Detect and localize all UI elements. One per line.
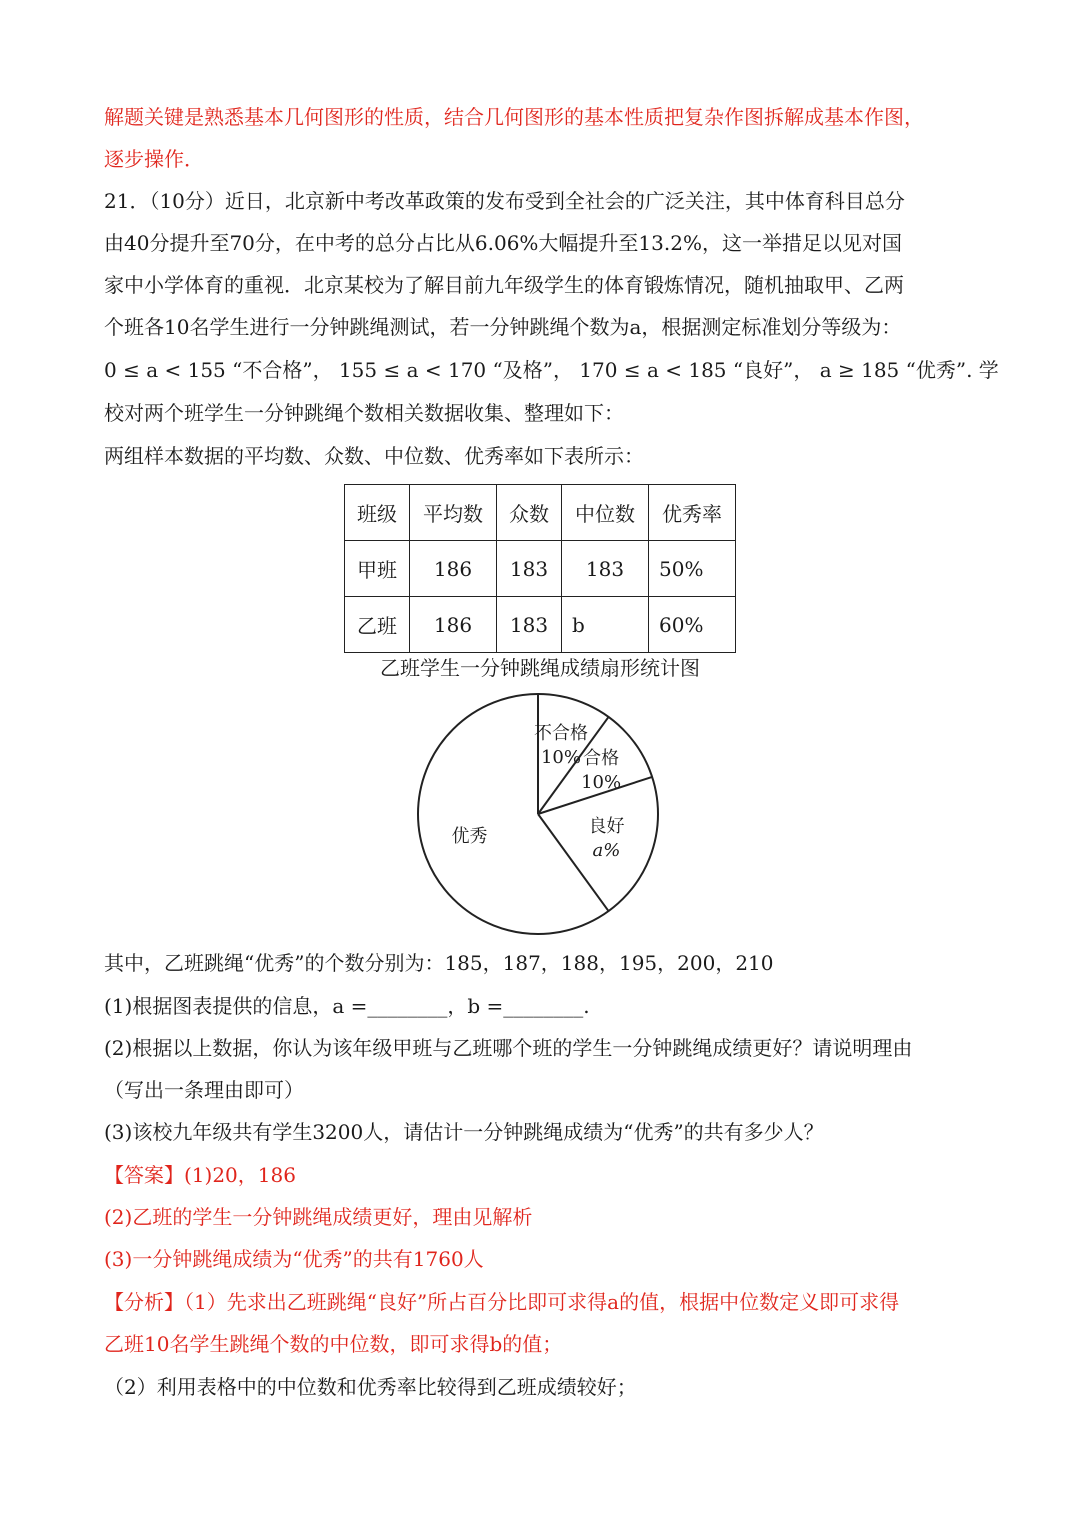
pie-slice-label: 优秀 (451, 826, 488, 848)
intro-line-2: 逐步操作． (104, 147, 204, 171)
pie-slice-value: 10% (540, 747, 581, 769)
answer-line-1: 【答案】(1)20，186 (104, 1163, 296, 1187)
pie-chart (400, 690, 680, 950)
subquestion-1: (1)根据图表提供的信息，a =________，b =________. (104, 994, 590, 1018)
question-line-1: 21．（10分）近日，北京新中考改革政策的发布受到全社会的广泛关注，其中体育科目总分 (104, 189, 905, 213)
table-cell: 183 (497, 541, 562, 597)
pie-slice-label: 不合格 (533, 723, 588, 745)
table-cell: 183 (562, 541, 649, 597)
pie-slice-label: 良好 (588, 816, 625, 838)
analysis-line-1: 【分析】（1）先求出乙班跳绳“良好”所占百分比即可求得a的值，根据中位数定义即可求得 (104, 1290, 900, 1314)
table-header-cell: 平均数 (410, 485, 497, 541)
table-cell: 186 (410, 597, 497, 653)
analysis-line-2: 乙班10名学生跳绳个数的中位数，即可求得b的值； (104, 1332, 563, 1356)
question-line-6: 校对两个班学生一分钟跳绳个数相关数据收集、整理如下： (104, 401, 624, 425)
analysis-line-3: （2）利用表格中的中位数和优秀率比较得到乙班成绩较好； (104, 1375, 637, 1399)
question-line-5: 0 ≤ a < 155 “不合格”， 155 ≤ a < 170 “及格”， 170 ≤ a < 185 “良好”， a ≥ 185 “优秀”. 学 (104, 358, 999, 382)
table-cell: 乙班 (345, 597, 410, 653)
pie-slice-label: 合格 (583, 748, 620, 770)
after-chart-line: 其中，乙班跳绳“优秀”的个数分别为：185，187，188，195，200，210 (104, 951, 774, 975)
table-header-cell: 优秀率 (649, 485, 736, 541)
answer-line-3: (3)一分钟跳绳成绩为“优秀”的共有1760人 (104, 1247, 484, 1271)
stats-table (344, 484, 736, 653)
question-line-2: 由40分提升至70分，在中考的总分占比从6.06%大幅提升至13.2%，这一举措足以见对国 (104, 231, 902, 255)
question-line-4: 个班各10名学生进行一分钟跳绳测试，若一分钟跳绳个数为a，根据测定标准划分等级为： (104, 315, 902, 339)
table-header-cell: 众数 (497, 485, 562, 541)
pie-chart-title: 乙班学生一分钟跳绳成绩扇形统计图 (380, 656, 700, 680)
table-row (345, 597, 736, 653)
table-header-row (345, 485, 736, 541)
intro-line-1: 解题关键是熟悉基本几何图形的性质，结合几何图形的基本性质把复杂作图拆解成基本作图， (104, 105, 924, 129)
table-header-cell: 中位数 (562, 485, 649, 541)
question-line-3: 家中小学体育的重视．北京某校为了解目前九年级学生的体育锻炼情况，随机抽取甲、乙两 (104, 273, 904, 297)
question-line-7: 两组样本数据的平均数、众数、中位数、优秀率如下表所示： (104, 444, 644, 468)
table-cell: 186 (410, 541, 497, 597)
table-header-cell: 班级 (345, 485, 410, 541)
answer-line-2: (2)乙班的学生一分钟跳绳成绩更好，理由见解析 (104, 1205, 533, 1229)
table-cell: 50% (649, 541, 736, 597)
pie-slice-value: a% (592, 840, 621, 862)
table-cell: 甲班 (345, 541, 410, 597)
table-row (345, 541, 736, 597)
table-cell: 183 (497, 597, 562, 653)
subquestion-2-note: （写出一条理由即可） (104, 1078, 304, 1102)
subquestion-2: (2)根据以上数据，你认为该年级甲班与乙班哪个班的学生一分钟跳绳成绩更好？请说明理由 (104, 1036, 913, 1060)
pie-slice-value: 10% (581, 772, 622, 794)
table-cell: 60% (649, 597, 736, 653)
subquestion-3: (3)该校九年级共有学生3200人，请估计一分钟跳绳成绩为“优秀”的共有多少人？ (104, 1120, 824, 1144)
table-cell: b (562, 597, 649, 653)
